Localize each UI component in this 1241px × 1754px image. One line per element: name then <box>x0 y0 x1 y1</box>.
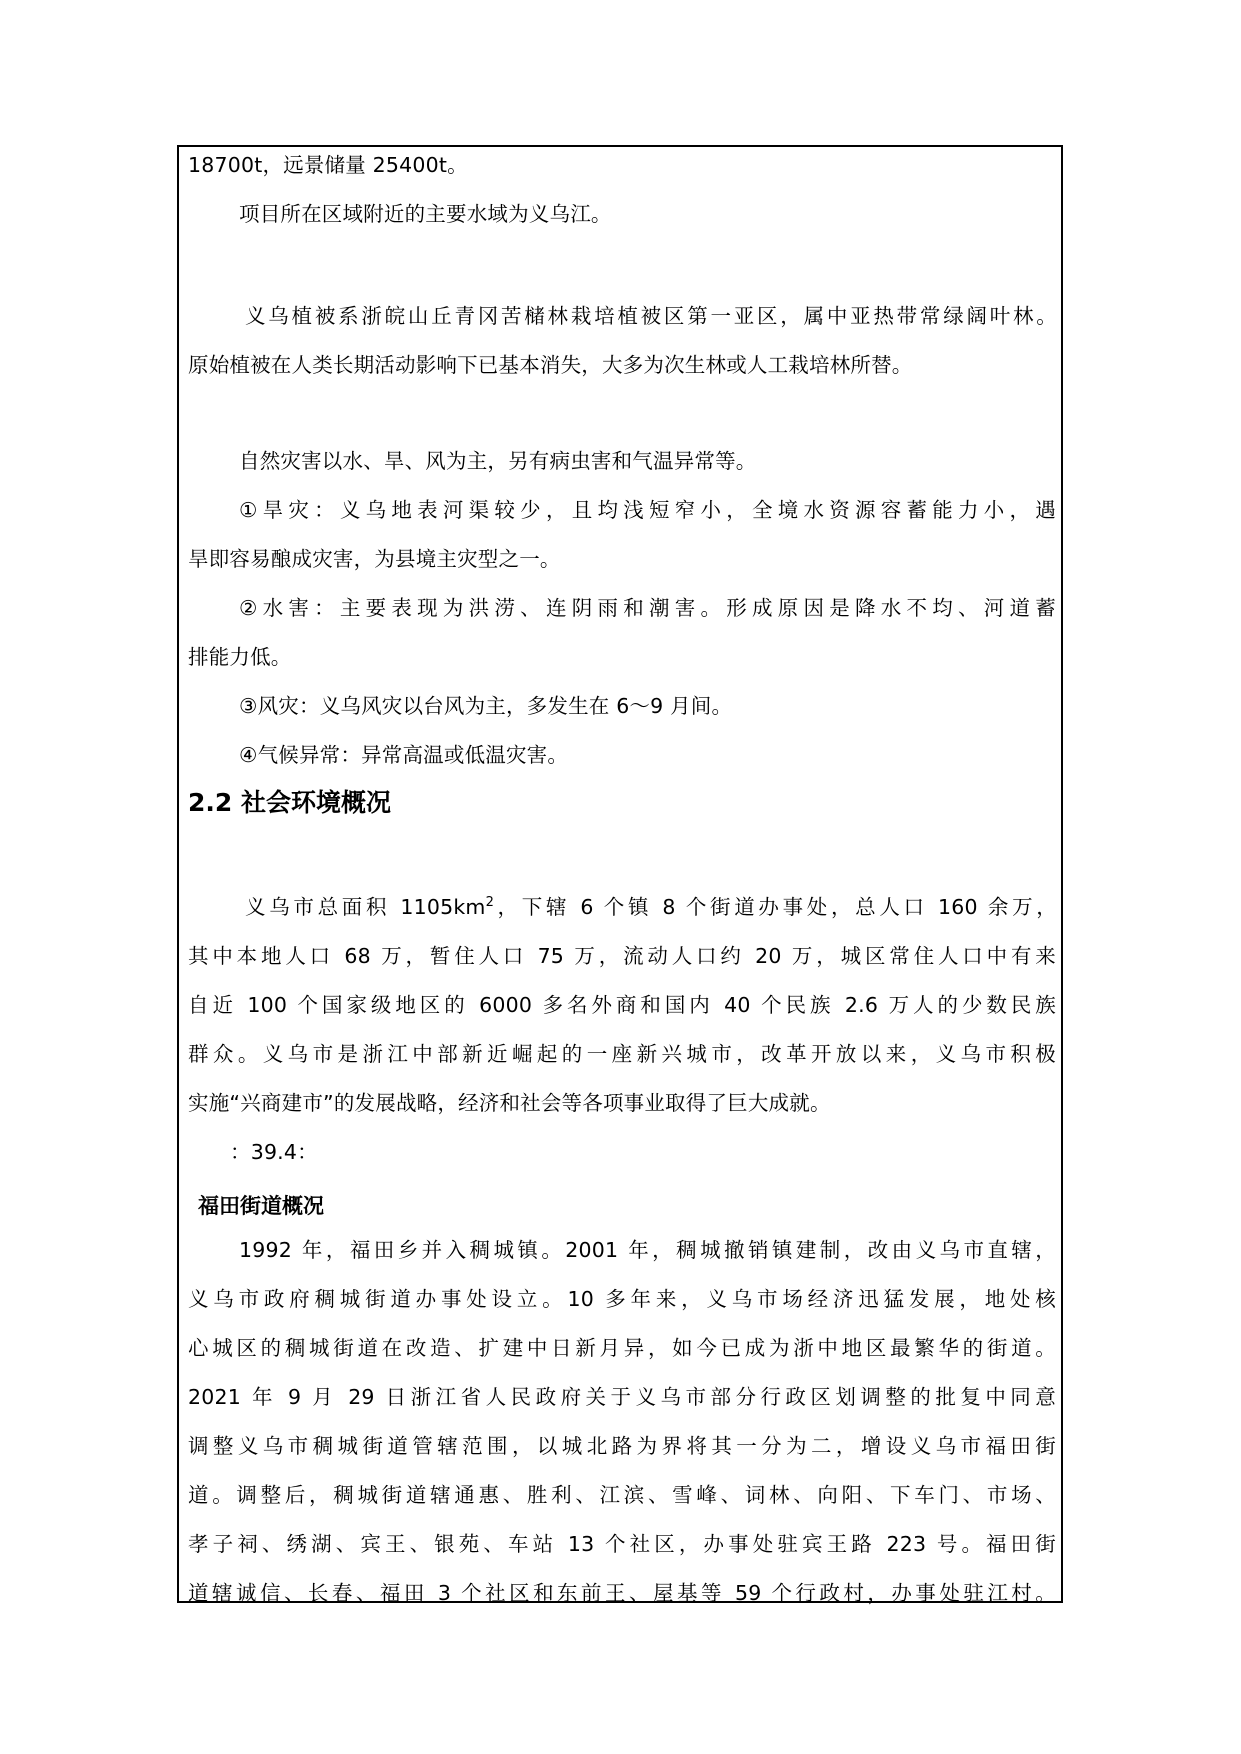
paragraph-line: ④气候异常：异常高温或低温灾害。 <box>239 743 569 767</box>
paragraph-line: 1992 年，福田乡并入稠城镇。2001 年，稠城撤销镇建制，改由义乌市直辖， <box>239 1238 1056 1262</box>
paragraph-line: 义乌植被系浙皖山丘青冈苦槠林栽培植被区第一亚区，属中亚热带常绿阔叶林。 <box>245 304 1057 328</box>
paragraph-line: 旱即容易酿成灾害，为县境主灾型之一。 <box>188 547 561 571</box>
paragraph-line: 群众。义乌市是浙江中部新近崛起的一座新兴城市，改革开放以来，义乌市积极 <box>188 1042 1056 1066</box>
paragraph-line: ③风灾：义乌风灾以台风为主，多发生在 6～9 月间。 <box>239 694 733 718</box>
paragraph-line: 2021 年 9 月 29 日浙江省人民政府关于义乌市部分行政区划调整的批复中同意 <box>188 1385 1056 1409</box>
paragraph-line: 其中本地人口 68 万，暂住人口 75 万，流动人口约 20 万，城区常住人口中有来 <box>188 944 1056 968</box>
paragraph-line: 调整义乌市稠城街道管辖范围，以城北路为界将其一分为二，增设义乌市福田街 <box>188 1434 1056 1458</box>
paragraph-line: 自近 100 个国家级地区的 6000 多名外商和国内 40 个民族 2.6 万人的少数民族 <box>188 993 1056 1017</box>
section-heading: 2.2 社会环境概况 <box>188 788 391 817</box>
paragraph-line: 自然灾害以水、旱、风为主，另有病虫害和气温异常等。 <box>239 449 757 473</box>
paragraph-line: 义乌市政府稠城街道办事处设立。10 多年来，义乌市场经济迅猛发展，地处核 <box>188 1287 1056 1311</box>
paragraph-line: 原始植被在人类长期活动影响下已基本消失，大多为次生林或人工栽培林所替。 <box>188 353 913 377</box>
paragraph-line: ：39.4： <box>230 1140 318 1164</box>
paragraph-line: 实施“兴商建市”的发展战略，经济和社会等各项事业取得了巨大成就。 <box>188 1091 831 1115</box>
paragraph-line: 项目所在区域附近的主要水域为义乌江。 <box>239 202 612 226</box>
paragraph-line: 孝子祠、绣湖、宾王、银苑、车站 13 个社区，办事处驻宾王路 223 号。福田街 <box>188 1532 1056 1556</box>
paragraph-line: 道。调整后，稠城街道辖通惠、胜利、江滨、雪峰、词林、向阳、下车门、市场、 <box>188 1483 1056 1507</box>
paragraph-line: 心城区的稠城街道在改造、扩建中日新月异，如今已成为浙中地区最繁华的街道。 <box>188 1336 1056 1360</box>
paragraph-line: 道辖诚信、长春、福田 3 个社区和东前王、屋基等 59 个行政村，办事处驻江村。 <box>188 1581 1056 1605</box>
paragraph-line: 18700t，远景储量 25400t。 <box>188 153 468 177</box>
paragraph-line: 义乌市总面积 $1105km^2$，下辖 6 个镇 8 个街道办事处，总人口 160 余万， <box>245 895 1057 919</box>
paragraph-line: ②水害：主要表现为洪涝、连阴雨和潮害。形成原因是降水不均、河道蓄 <box>239 596 1056 620</box>
subsection-heading: 福田街道概况 <box>198 1194 324 1218</box>
paragraph-line: ①旱灾：义乌地表河渠较少，且均浅短窄小，全境水资源容蓄能力小，遇 <box>239 498 1056 522</box>
paragraph-line: 排能力低。 <box>188 645 292 669</box>
